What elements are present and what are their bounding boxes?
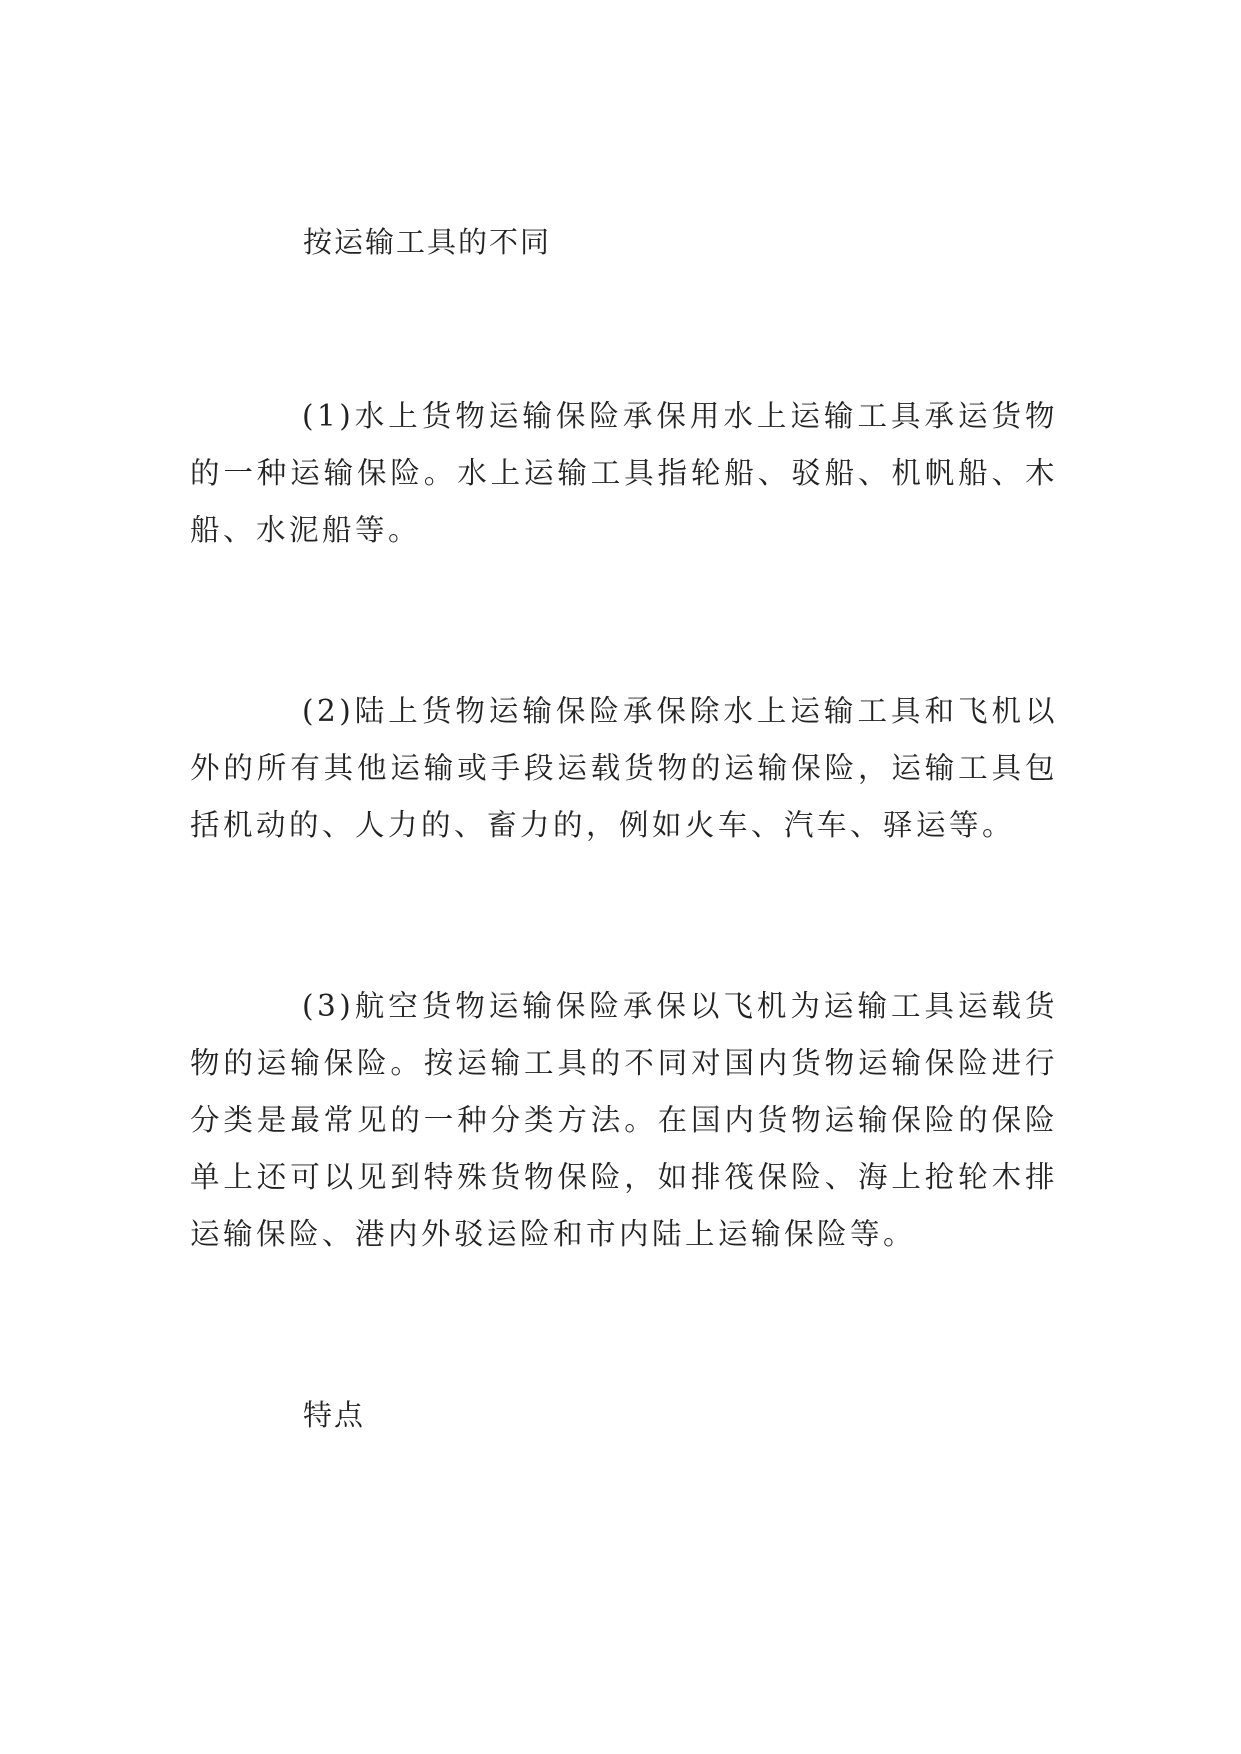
section-heading-features: 特点 (303, 1398, 366, 1432)
paragraph-water-cargo-insurance: (1)水上货物运输保险承保用水上运输工具承运货物的一种运输保险。水上运输工具指轮船、驳船、机帆船、木船、水泥船等。 (190, 399, 1058, 547)
section-heading-transport-type: 按运输工具的不同 (303, 225, 552, 259)
paragraph-air-cargo-insurance: (3)航空货物运输保险承保以飞机为运输工具运载货物的运输保险。按运输工具的不同对国内货物运输保险进行分类是最常见的一种分类方法。在国内货物运输保险的保险单上还可以见到特殊货物保险，如排筏保险、海上抢轮木排运输保险、港内外驳运险和市内陆上运输保险等。 (190, 989, 1058, 1251)
paragraph-land-cargo-insurance: (2)陆上货物运输保险承保除水上运输工具和飞机以外的所有其他运输或手段运载货物的运输保险，运输工具包括机动的、人力的、畜力的，例如火车、汽车、驿运等。 (190, 694, 1058, 842)
